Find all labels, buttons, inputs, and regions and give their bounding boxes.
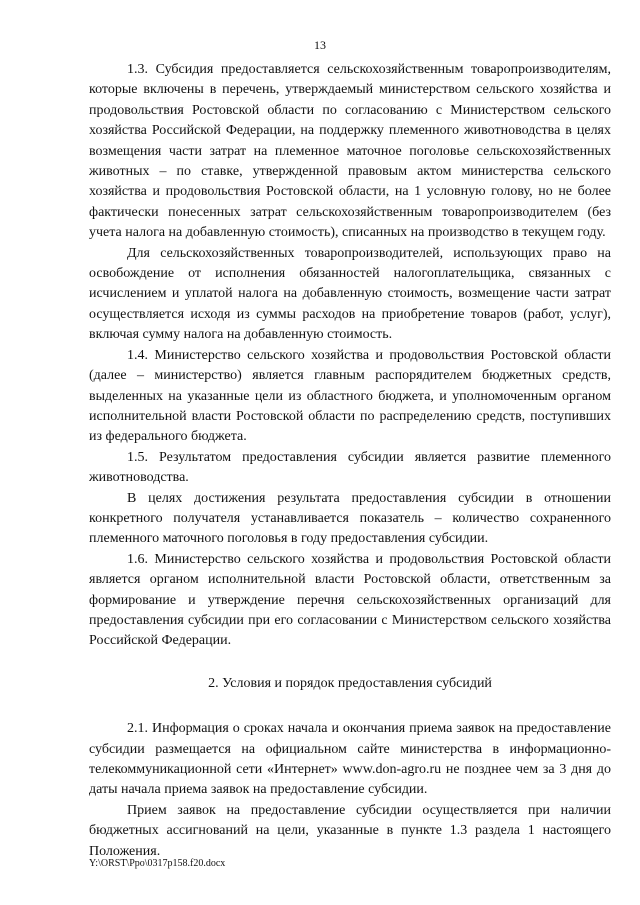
paragraph-result-indicator: В целях достижения результата предоставления субсидии в отношении конкретного получателя устанавливается показатель – количество сохраненного племенного маточного поголовья в году предоставления субсидии. bbox=[89, 490, 611, 547]
paragraph-2-1: 2.1. Информация о сроках начала и окончания приема заявок на предоставление субсидии размещается на официальном сайте министерства в информационно-телекоммуникационной сети «Интернет» www.don-agro.ru не позднее чем за 3 дня до даты начала приема заявок на предоставление субсидии. bbox=[89, 721, 611, 798]
paragraph-1-4: 1.4. Министерство сельского хозяйства и продовольствия Ростовской области (далее – министерство) является главным распорядителем бюджетных средств, выделенных на указанные цели из областного бюджета, и уполномоченным органом исполнительной власти Ростовской области по распределению средств, поступивших из федерального бюджета. bbox=[89, 347, 611, 445]
footer-file-path: Y:\ORST\Ppo\0317p158.f20.docx bbox=[89, 858, 226, 869]
paragraph-1-3: 1.3. Субсидия предоставляется сельскохозяйственным товаропроизводителям, которые включены в перечень, утверждаемый министерством сельского хозяйства и продовольствия Ростовской области по согласованию с Министерством сельского хозяйства Российской Федерации, на поддержку племенного животноводства в целях возмещения части затрат на племенное маточное поголовье сельскохозяйственных животных – по ставке, утвержденной правовым актом министерства сельского хозяйства и продовольствия Ростовской области, на 1 условную голову, но не более фактически понесенных затрат сельскохозяйственным товаропроизводителем (без учета налога на добавленную стоимость), списанных на производство в текущем году. bbox=[89, 62, 611, 241]
paragraph-1-6: 1.6. Министерство сельского хозяйства и продовольствия Ростовской области является органом исполнительной власти Ростовской области, ответственным за формирование и утверждение перечня сельскохозяйственных организаций для предоставления субсидии при его согласовании с Министерством сельского хозяйства Российской Федерации. bbox=[89, 551, 611, 649]
document-body bbox=[89, 60, 611, 862]
paragraph-1-5: 1.5. Результатом предоставления субсидии является развитие племенного животноводства. bbox=[89, 449, 611, 486]
page-number: 13 bbox=[314, 38, 326, 52]
paragraph-applications: Прием заявок на предоставление субсидии осуществляется при наличии бюджетных ассигнований на цели, указанные в пункте 1.3 раздела 1 настоящего Положения. bbox=[89, 802, 611, 859]
section-heading: 2. Условия и порядок предоставления субсидий bbox=[208, 675, 492, 691]
paragraph-vat-exemption: Для сельскохозяйственных товаропроизводителей, использующих право на освобождение от исполнения обязанностей налогоплательщика, связанных с исчислением и уплатой налога на добавленную стоимость, возмещение части затрат осуществляется исходя из суммы расходов на приобретение товаров (работ, услуг), включая сумму налога на добавленную стоимость. bbox=[89, 245, 611, 343]
